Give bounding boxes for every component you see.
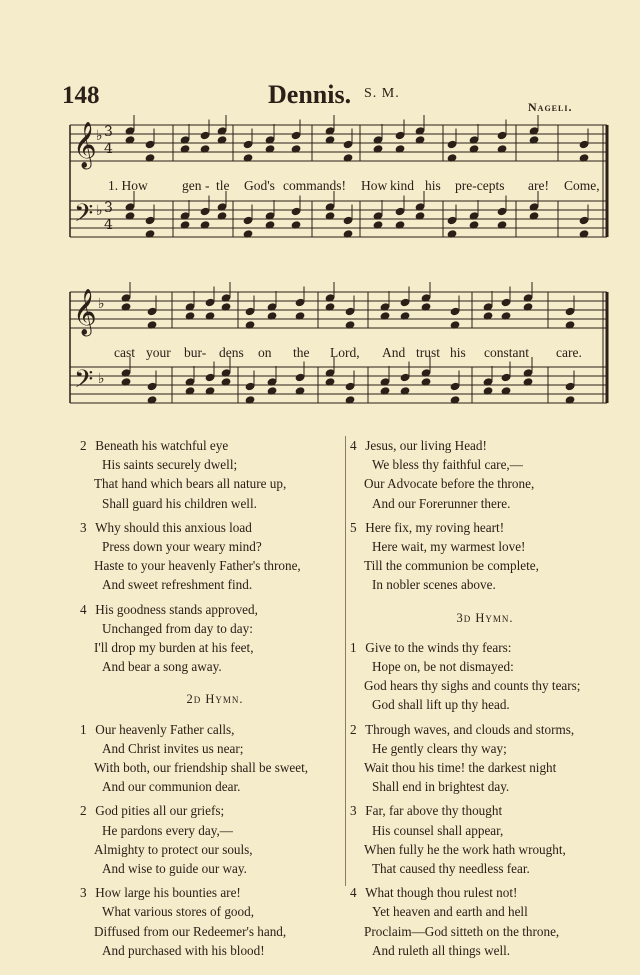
verse-line: In nobler scenes above. — [372, 577, 496, 593]
verse-line: He gently clears thy way; — [372, 740, 507, 756]
verse-line: 4 What though thou rulest not! — [350, 885, 518, 901]
lyric-word: your — [146, 345, 171, 360]
notehead — [243, 216, 253, 224]
notehead — [205, 298, 215, 306]
verse-line: And Christ invites us near; — [102, 740, 244, 756]
stanza — [80, 436, 350, 513]
verse-line: Press down your weary mind? — [102, 539, 262, 555]
time-signature: 4 — [104, 217, 113, 233]
verse-line: Shall guard his children well. — [102, 495, 257, 511]
hymn-1-continued-stanzas — [350, 436, 620, 595]
notehead — [145, 216, 155, 224]
notehead — [565, 382, 575, 390]
verse-line: His counsel shall appear, — [372, 822, 504, 838]
lyric-word: tle — [216, 178, 230, 193]
verse-line: Yet heaven and earth and hell — [372, 904, 528, 920]
treble-clef: 𝄞 — [73, 122, 97, 168]
stanza — [80, 883, 350, 960]
verse-line: We bless thy faithful care,— — [372, 457, 523, 473]
lyric-word: God's — [244, 178, 275, 193]
composer: Nageli. — [528, 100, 573, 114]
lyric-word: trust — [416, 345, 441, 360]
verse-line: I'll drop my burden at his feet, — [94, 640, 254, 656]
lyric-word: kind — [390, 178, 415, 193]
lyric-word: constant — [484, 345, 529, 360]
notehead — [243, 140, 253, 148]
verse-line: Unchanged from day to day: — [102, 620, 253, 636]
lyric-word: the — [293, 345, 310, 360]
left-column — [80, 436, 350, 965]
time-signature: 3 — [104, 200, 113, 216]
notehead — [345, 382, 355, 390]
stanza — [350, 436, 620, 513]
stanza — [350, 720, 620, 797]
verse-line: God shall lift up thy head. — [372, 697, 510, 713]
hymn-3-heading: 3d Hymn. — [456, 610, 514, 625]
verse-line: And purchased with his blood! — [102, 942, 265, 958]
lyric-word: How — [361, 178, 388, 193]
lyric-word: Lord, — [330, 345, 360, 360]
notehead — [579, 216, 589, 224]
notehead — [345, 307, 355, 315]
key-flat: ♭ — [96, 128, 103, 144]
verse-line: That caused thy needless fear. — [372, 861, 530, 877]
stanza — [80, 720, 350, 797]
verse-line: Haste to your heavenly Father's throne, — [94, 558, 301, 574]
time-signature: 3 — [104, 124, 113, 140]
verse-line: That hand which bears all nature up, — [94, 476, 287, 492]
verse-line: And sweet refreshment find. — [102, 577, 253, 593]
notehead — [497, 207, 507, 215]
notehead — [579, 140, 589, 148]
key-flat: ♭ — [98, 296, 105, 312]
verse-line: Till the communion be complete, — [364, 558, 539, 574]
stanza — [350, 518, 620, 595]
notehead — [395, 207, 405, 215]
verse-line: 2 God pities all our griefs; — [80, 803, 225, 819]
stanza — [350, 883, 620, 960]
verse-line: 1 Give to the winds thy fears: — [350, 639, 512, 655]
lyric-word: gen — [182, 178, 202, 193]
notehead — [147, 307, 157, 315]
notehead — [400, 298, 410, 306]
lyric-word: - — [205, 178, 210, 193]
notehead — [245, 382, 255, 390]
tune-name: Dennis. — [268, 80, 352, 109]
notehead — [450, 307, 460, 315]
lyric-word: Come, — [564, 178, 600, 193]
stanza — [350, 638, 620, 715]
notehead — [147, 382, 157, 390]
verse-line: 3 How large his bounties are! — [80, 885, 241, 901]
right-column — [350, 436, 620, 965]
notehead — [205, 373, 215, 381]
verse-line: He pardons every day,— — [102, 822, 233, 838]
lyric-word: pre-cepts — [455, 178, 505, 193]
hymn-2-stanzas — [80, 720, 350, 960]
notehead — [145, 140, 155, 148]
verse-line: 4 His goodness stands approved, — [80, 601, 258, 617]
notehead — [295, 373, 305, 381]
verse-line: 1 Our heavenly Father calls, — [80, 721, 235, 737]
lyric-word: 1. How — [108, 178, 148, 193]
lyric-word: cast — [114, 345, 135, 360]
verse-line: 3 Far, far above thy thought — [350, 803, 503, 819]
music-notation — [0, 0, 640, 430]
lyric-word: his — [425, 178, 441, 193]
verse-line: His saints securely dwell; — [102, 457, 238, 473]
lyric-word: And — [382, 345, 406, 360]
verse-line: Here wait, my warmest love! — [372, 539, 526, 555]
verse-line: With both, our friendship shall be sweet, — [94, 760, 309, 776]
time-signature: 4 — [104, 141, 113, 157]
treble-clef: 𝄞 — [73, 289, 97, 335]
notehead — [565, 307, 575, 315]
verse-line: 2 Beneath his watchful eye — [80, 438, 229, 453]
verse-line: Hope on, be not dismayed: — [372, 659, 514, 675]
key-flat: ♭ — [96, 203, 103, 219]
notehead — [497, 131, 507, 139]
notehead — [447, 140, 457, 148]
verse-line: And our communion dear. — [102, 779, 241, 795]
hymn-1-stanzas — [80, 436, 350, 676]
stanza — [80, 801, 350, 878]
hymn-3-stanzas — [350, 638, 620, 960]
bass-clef: 𝄢 — [74, 365, 94, 400]
lyric-word: his — [450, 345, 466, 360]
notehead — [295, 298, 305, 306]
verse-line: 5 Here fix, my roving heart! — [350, 519, 505, 535]
stanza — [350, 801, 620, 878]
lyric-word: care. — [556, 345, 582, 360]
notehead — [501, 373, 511, 381]
notehead — [501, 298, 511, 306]
notehead — [200, 131, 210, 139]
notehead — [400, 373, 410, 381]
verse-line: What various stores of good, — [102, 904, 254, 920]
stanza — [80, 518, 350, 595]
lyric-word: are! — [528, 178, 549, 193]
verse-line: 4 Jesus, our living Head! — [350, 438, 487, 453]
verse-line: 2 Through waves, and clouds and storms, — [350, 721, 575, 737]
notehead — [395, 131, 405, 139]
verse-line: Wait thou his time! the darkest night — [364, 760, 557, 776]
verse-line: And wise to guide our way. — [102, 861, 247, 877]
verse-line: And bear a song away. — [102, 659, 222, 675]
verse-line: Shall end in brightest day. — [372, 779, 510, 795]
bass-clef: 𝄢 — [74, 199, 94, 234]
notehead — [291, 207, 301, 215]
meter: S. M. — [364, 86, 400, 101]
hymn-2-heading: 2d Hymn. — [186, 692, 244, 707]
verse-line: Proclaim—God sitteth on the throne, — [364, 923, 560, 939]
verse-line: Our Advocate before the throne, — [364, 476, 535, 492]
lyric-word: on — [258, 345, 272, 360]
notehead — [450, 382, 460, 390]
verse-line: Almighty to protect our souls, — [94, 841, 253, 857]
stanza — [80, 600, 350, 677]
verse-line: When fully he the work hath wrought, — [364, 841, 566, 857]
verse-line: 3 Why should this anxious load — [80, 519, 252, 535]
lyric-word: commands! — [283, 178, 346, 193]
verse-line: And our Forerunner there. — [372, 495, 511, 511]
notehead — [245, 307, 255, 315]
verse-line: Diffused from our Redeemer's hand, — [94, 923, 287, 939]
page-number: 148 — [62, 82, 100, 109]
verse-line: God hears thy sighs and counts thy tears; — [364, 678, 581, 694]
notehead — [343, 140, 353, 148]
lyric-word: bur- — [184, 345, 207, 360]
lyric-word: dens — [219, 345, 244, 360]
verse-line: And ruleth all things well. — [372, 942, 511, 958]
key-flat: ♭ — [98, 371, 105, 387]
notehead — [447, 216, 457, 224]
notehead — [200, 207, 210, 215]
notehead — [343, 216, 353, 224]
notehead — [291, 131, 301, 139]
